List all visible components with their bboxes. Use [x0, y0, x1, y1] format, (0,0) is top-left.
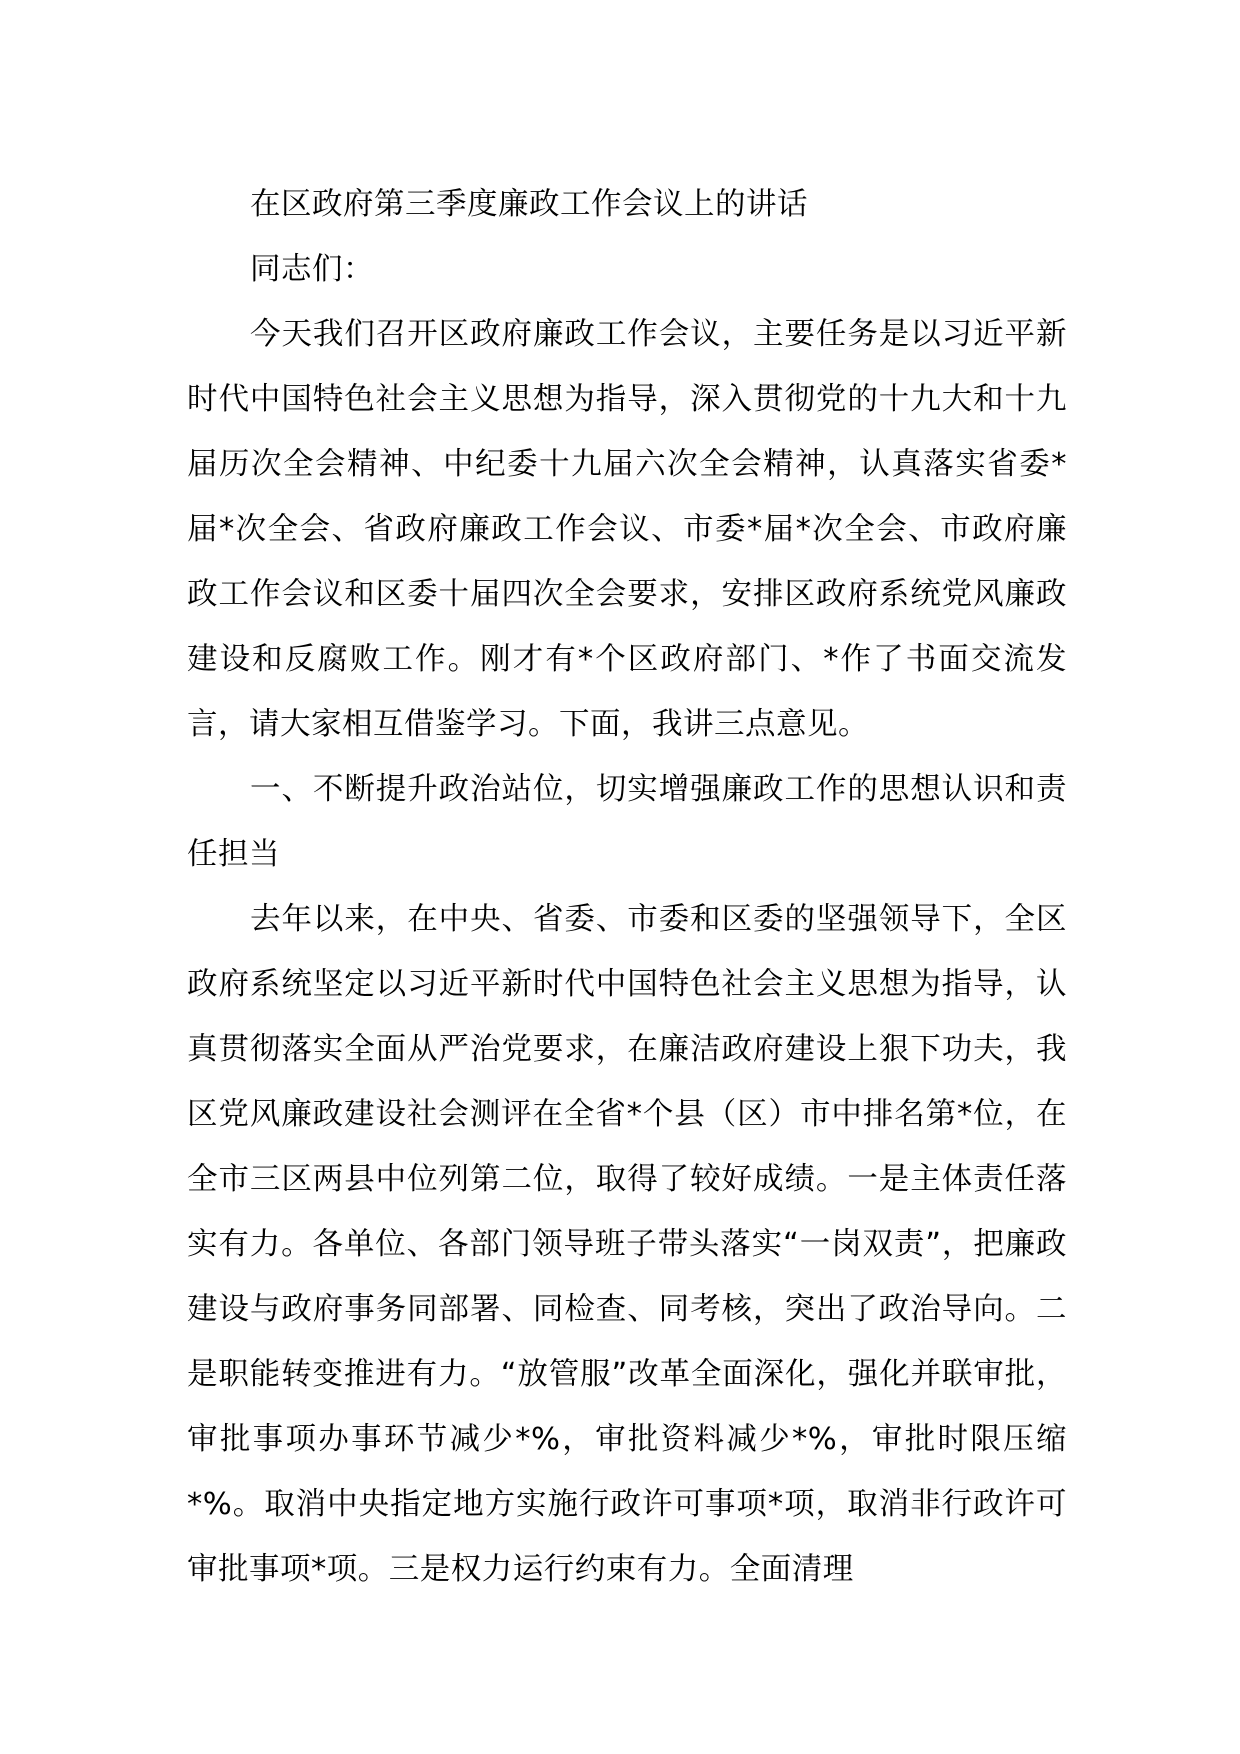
document-title: 在区政府第三季度廉政工作会议上的讲话	[250, 187, 808, 222]
paragraph-intro: 今天我们召开区政府廉政工作会议，主要任务是以习近平新时代中国特色社会主义思想为指导，深入贯彻党的十九大和十九届历次全会精神、中纪委十九届六次全会精神，认真落实省委*届*次全会、省政府廉政工作会议、市委*届*次全会、市政府廉政工作会议和区委十届四次全会要求，安排区政府系统党风廉政建设和反腐败工作。刚才有*个区政府部门、*作了书面交流发言，请大家相互借鉴学习。下面，我讲三点意见。	[187, 317, 1067, 742]
section-heading-1: 一、不断提升政治站位，切实增强廉政工作的思想认识和责任担当	[187, 772, 1067, 872]
salutation: 同志们：	[250, 252, 374, 287]
document-body	[187, 172, 1067, 1602]
paragraph-achievements: 去年以来，在中央、省委、市委和区委的坚强领导下，全区政府系统坚定以习近平新时代中国特色社会主义思想为指导，认真贯彻落实全面从严治党要求，在廉洁政府建设上狠下功夫，我区党风廉政建设社会测评在全省*个县（区）市中排名第*位，在全市三区两县中位列第二位，取得了较好成绩。一是主体责任落实有力。各单位、各部门领导班子带头落实“一岗双责”，把廉政建设与政府事务同部署、同检查、同考核，突出了政治导向。二是职能转变推进有力。“放管服”改革全面深化，强化并联审批，审批事项办事环节减少*%，审批资料减少*%，审批时限压缩*%。取消中央指定地方实施行政许可事项*项，取消非行政许可审批事项*项。三是权力运行约束有力。全面清理	[187, 902, 1067, 1587]
